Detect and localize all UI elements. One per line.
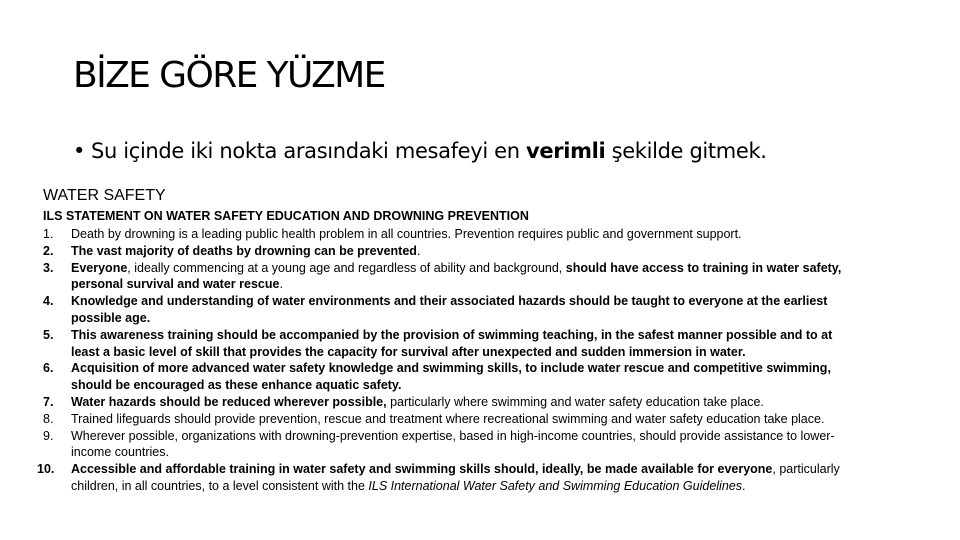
item-number: 2. [43, 243, 54, 258]
item-number: 4. [43, 294, 54, 309]
item-text: . [416, 243, 421, 258]
item-text-bold: Water hazards should be reduced wherever possible, [71, 394, 387, 409]
item-text-italic: ILS International Water Safety and Swimming Education Guidelines [368, 478, 742, 493]
list-item [0, 260, 861, 294]
item-number: 1. [43, 227, 54, 241]
main-bullet [73, 139, 767, 163]
item-text: particularly where swimming and water safety education take place. [386, 394, 764, 409]
item-text: Death by drowning is a leading public health problem in all countries. Prevention requires public and government support. [71, 227, 742, 241]
item-text: Wherever possible, organizations with drowning-prevention expertise, based in high-income countries, should provide assistance to lower-income countries. [71, 428, 835, 460]
list-item [0, 243, 861, 260]
item-text-bold: Acquisition of more advanced water safety knowledge and swimming skills, to include water rescue and competitive swimming, should be encouraged as these enhance aquatic safety. [71, 361, 831, 393]
bullet-emphasis: verimli [525, 139, 606, 163]
item-number: 9. [43, 428, 54, 443]
list-item [0, 411, 861, 428]
item-number: 7. [43, 394, 54, 409]
item-text: , particularly children, in all countries, to a level consistent with the [71, 462, 840, 493]
list-item [0, 428, 861, 462]
item-number: 10. [37, 462, 55, 477]
item-number: 6. [43, 361, 54, 376]
item-text: . [741, 478, 746, 493]
item-number: 5. [43, 327, 54, 342]
list-item [0, 461, 861, 495]
list-item [0, 360, 861, 394]
list-item [0, 394, 861, 411]
item-text-bold: Knowledge and understanding of water environments and their associated hazards should be taught to everyone at the earliest possible age. [71, 294, 828, 325]
bullet-text-start: Su içinde iki nokta arasındaki mesafeyi en [91, 139, 526, 163]
bullet-dot-icon: • [73, 139, 86, 163]
item-text: , ideally commencing at a young age and regardless of ability and background, [127, 260, 566, 275]
list-item [0, 327, 861, 361]
item-text-bold: Everyone [71, 260, 128, 275]
item-text: Trained lifeguards should provide prevention, rescue and treatment where recreational swimming and water safety education take place. [71, 411, 825, 426]
bullet-text-end: şekilde gitmek. [605, 139, 767, 163]
statement-title: ILS STATEMENT ON WATER SAFETY EDUCATION AND DROWNING PREVENTION [43, 209, 529, 223]
section-heading: WATER SAFETY [43, 187, 166, 204]
item-number: 3. [43, 260, 54, 275]
item-text-bold: This awareness training should be accompanied by the provision of swimming teaching, in the safest manner possible and to at least a basic level of skill that provides the capacity for survival after unexpected and sudden immersion in water. [71, 327, 833, 359]
list-item [0, 293, 861, 327]
item-text-bold: Accessible and affordable training in water safety and swimming skills should, ideally, be made available for everyone [71, 462, 773, 477]
statement-list [0, 226, 960, 495]
item-number: 8. [43, 411, 54, 426]
slide-title: BİZE GÖRE YÜZME [73, 55, 385, 96]
list-item [0, 226, 861, 243]
item-text: . [279, 277, 283, 292]
item-text-bold: should have access to training in water safety, personal survival and water rescue [71, 260, 842, 292]
item-text-bold: The vast majority of deaths by drowning can be prevented [71, 243, 417, 258]
